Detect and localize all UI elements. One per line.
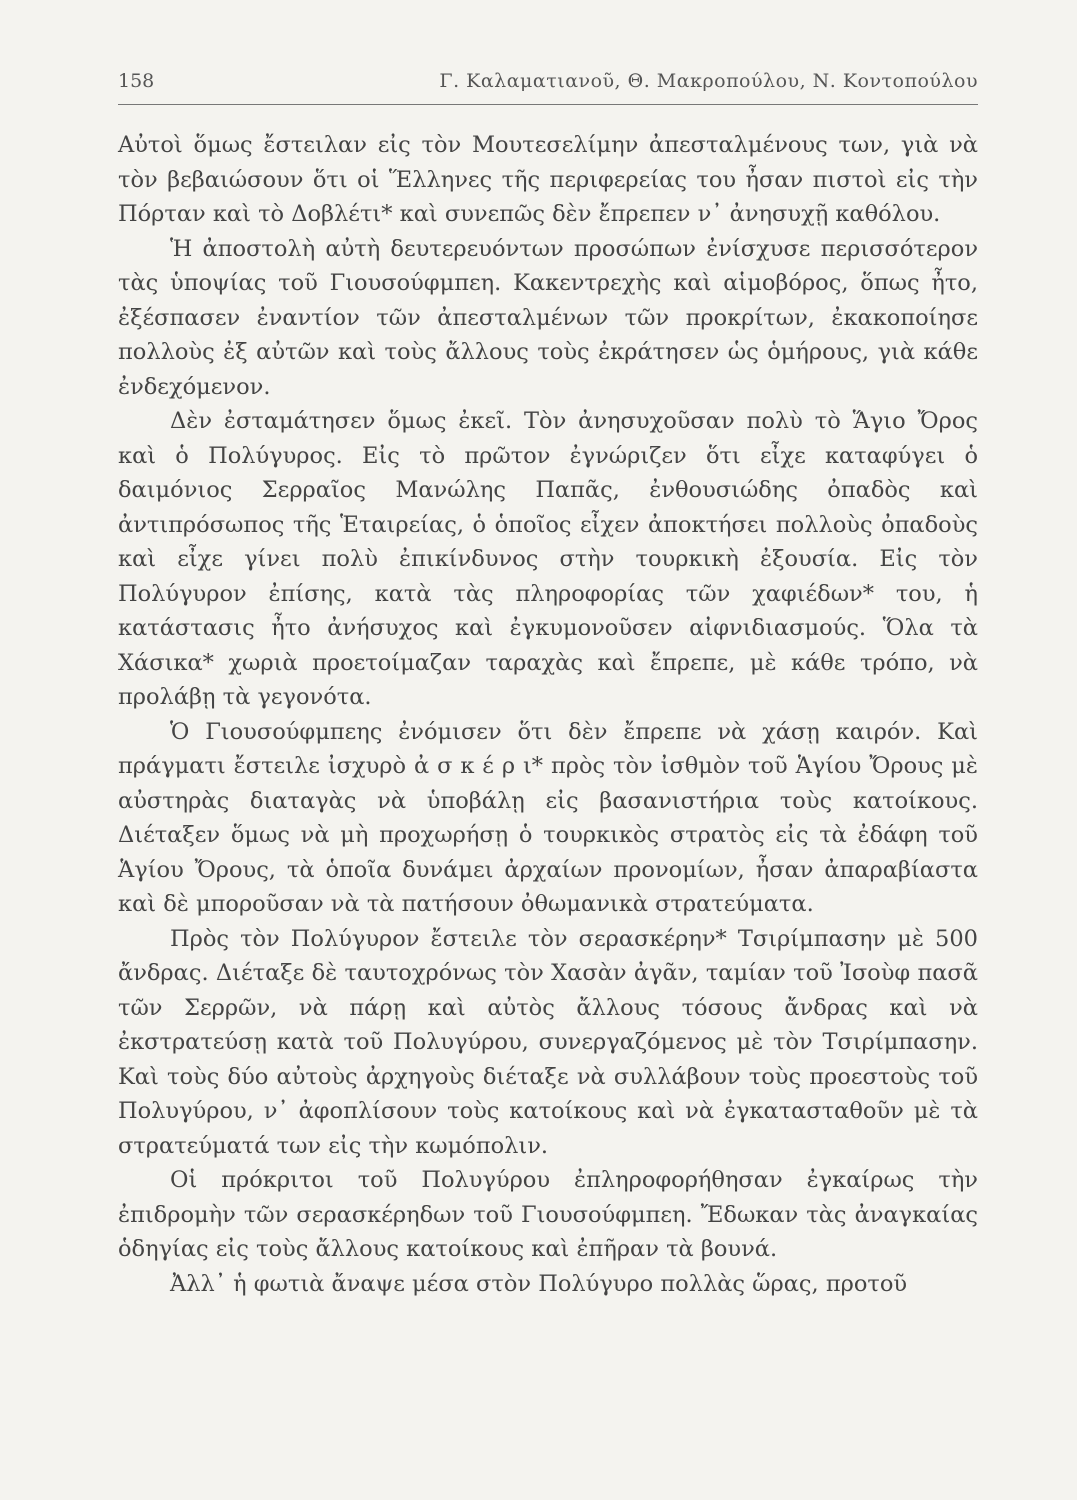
paragraph: Ὁ Γιουσούφμπεης ἐνόμισεν ὅτι δὲν ἔπρεπε νὰ χάσῃ καιρόν. Καὶ πράγματι ἔστειλε ἰσχυρὸ ἀ σ κ έ ρ ι* πρὸς τὸν ἰσθμὸν τοῦ Ἁγίου Ὄρους μὲ αὐστηρὰς διαταγὰς νὰ ὑποβάλῃ εἰς βασανιστήρια τοὺς κατοίκους. Διέταξεν ὅμως νὰ μὴ προχωρήσῃ ὁ τουρκικὸς στρατὸς εἰς τὰ ἐδάφη τοῦ Ἁγίου Ὄρους, τὰ ὁποῖα δυνάμει ἀρχαίων προνομίων, ἦσαν ἀπαραβίαστα καὶ δὲ μποροῦσαν νὰ τὰ πατήσουν ὀθωμανικὰ στρατεύματα. [118, 718, 978, 917]
running-title: Γ. Καλαματιανοῦ, Θ. Μακροπούλου, Ν. Κοντοπούλου [439, 70, 978, 92]
paragraph: Αὐτοὶ ὅμως ἔστειλαν εἰς τὸν Μουτεσελίμην ἀπεσταλμένους των, γιὰ νὰ τὸν βεβαιώσουν ὅτι οἱ Ἕλληνες τῆς περιφερείας του ἦσαν πιστοὶ εἰς τὴν Πόρταν καὶ τὸ Δοβλέτι* καὶ συνεπῶς δὲν ἔπρεπεν ν᾽ ἀνησυχῇ καθόλου. [118, 132, 978, 227]
page-number: 158 [118, 70, 155, 92]
header-rule [118, 104, 978, 105]
paragraph: Δὲν ἐσταμάτησεν ὅμως ἐκεῖ. Τὸν ἀνησυχοῦσαν πολὺ τὸ Ἅγιο Ὄρος καὶ ὁ Πολύγυρος. Εἰς τὸ πρῶτον ἐγνώριζεν ὅτι εἶχε καταφύγει ὁ δαιμόνιος Σερραῖος Μανώλης Παπᾶς, ἐνθουσιώδης ὀπαδὸς καὶ ἀντιπρόσωπος τῆς Ἑταιρείας, ὁ ὁποῖος εἶχεν ἀποκτήσει πολλοὺς ὀπαδοὺς καὶ εἶχε γίνει πολὺ ἐπικίνδυνος στὴν τουρκικὴ ἐξουσία. Εἰς τὸν Πολύγυρον ἐπίσης, κατὰ τὰς πληροφορίας τῶν χαφιέδων* του, ἡ κατάστασις ἦτο ἀνήσυχος καὶ ἐγκυμονοῦσεν αἰφνιδιασμούς. Ὅλα τὰ Χάσικα* χωριὰ προετοίμαζαν ταραχὰς καὶ ἔπρεπε, μὲ κάθε τρόπο, νὰ προλάβῃ τὰ γεγονότα. [118, 408, 978, 710]
body-text [118, 128, 978, 1301]
paragraph: Ἀλλ᾽ ἡ φωτιὰ ἄναψε μέσα στὸν Πολύγυρο πολλὰς ὥρας, προτοῦ [170, 1270, 908, 1297]
paragraph: Οἱ πρόκριτοι τοῦ Πολυγύρου ἐπληροφορήθησαν ἐγκαίρως τὴν ἐπιδρομὴν τῶν σερασκέρηδων τοῦ Γιουσούφμπεη. Ἔδωκαν τὰς ἀναγκαίας ὁδηγίας εἰς τοὺς ἄλλους κατοίκους καὶ ἐπῆραν τὰ βουνά. [118, 1167, 978, 1262]
running-header [118, 70, 978, 92]
paragraph: Ἡ ἀποστολὴ αὐτὴ δευτερευόντων προσώπων ἐνίσχυσε περισσότερον τὰς ὑποψίας τοῦ Γιουσούφμπεη. Κακεντρεχὴς καὶ αἱμοβόρος, ὅπως ἦτο, ἐξέσπασεν ἐναντίον τῶν ἀπεσταλμένων τῶν προκρίτων, ἐκακοποίησε πολλοὺς ἐξ αὐτῶν καὶ τοὺς ἄλλους τοὺς ἐκράτησεν ὡς ὁμήρους, γιὰ κάθε ἐνδεχόμενον. [118, 235, 978, 400]
paragraph: Πρὸς τὸν Πολύγυρον ἔστειλε τὸν σερασκέρην* Τσιρίμπασην μὲ 500 ἄνδρας. Διέταξε δὲ ταυτοχρόνως τὸν Χασὰν ἀγᾶν, ταμίαν τοῦ Ἰσοὺφ πασᾶ τῶν Σερρῶν, νὰ πάρῃ καὶ αὐτὸς ἄλλους τόσους ἄνδρας καὶ νὰ ἐκστρατεύσῃ κατὰ τοῦ Πολυγύρου, συνεργαζόμενος μὲ τὸν Τσιρίμπασην. Καὶ τοὺς δύο αὐτοὺς ἀρχηγοὺς διέταξε νὰ συλλάβουν τοὺς προεστοὺς τοῦ Πολυγύρου, ν᾽ ἀφοπλίσουν τοὺς κατοίκους καὶ νὰ ἐγκατασταθοῦν μὲ τὰ στρατεύματά των εἰς τὴν κωμόπολιν. [118, 925, 978, 1159]
